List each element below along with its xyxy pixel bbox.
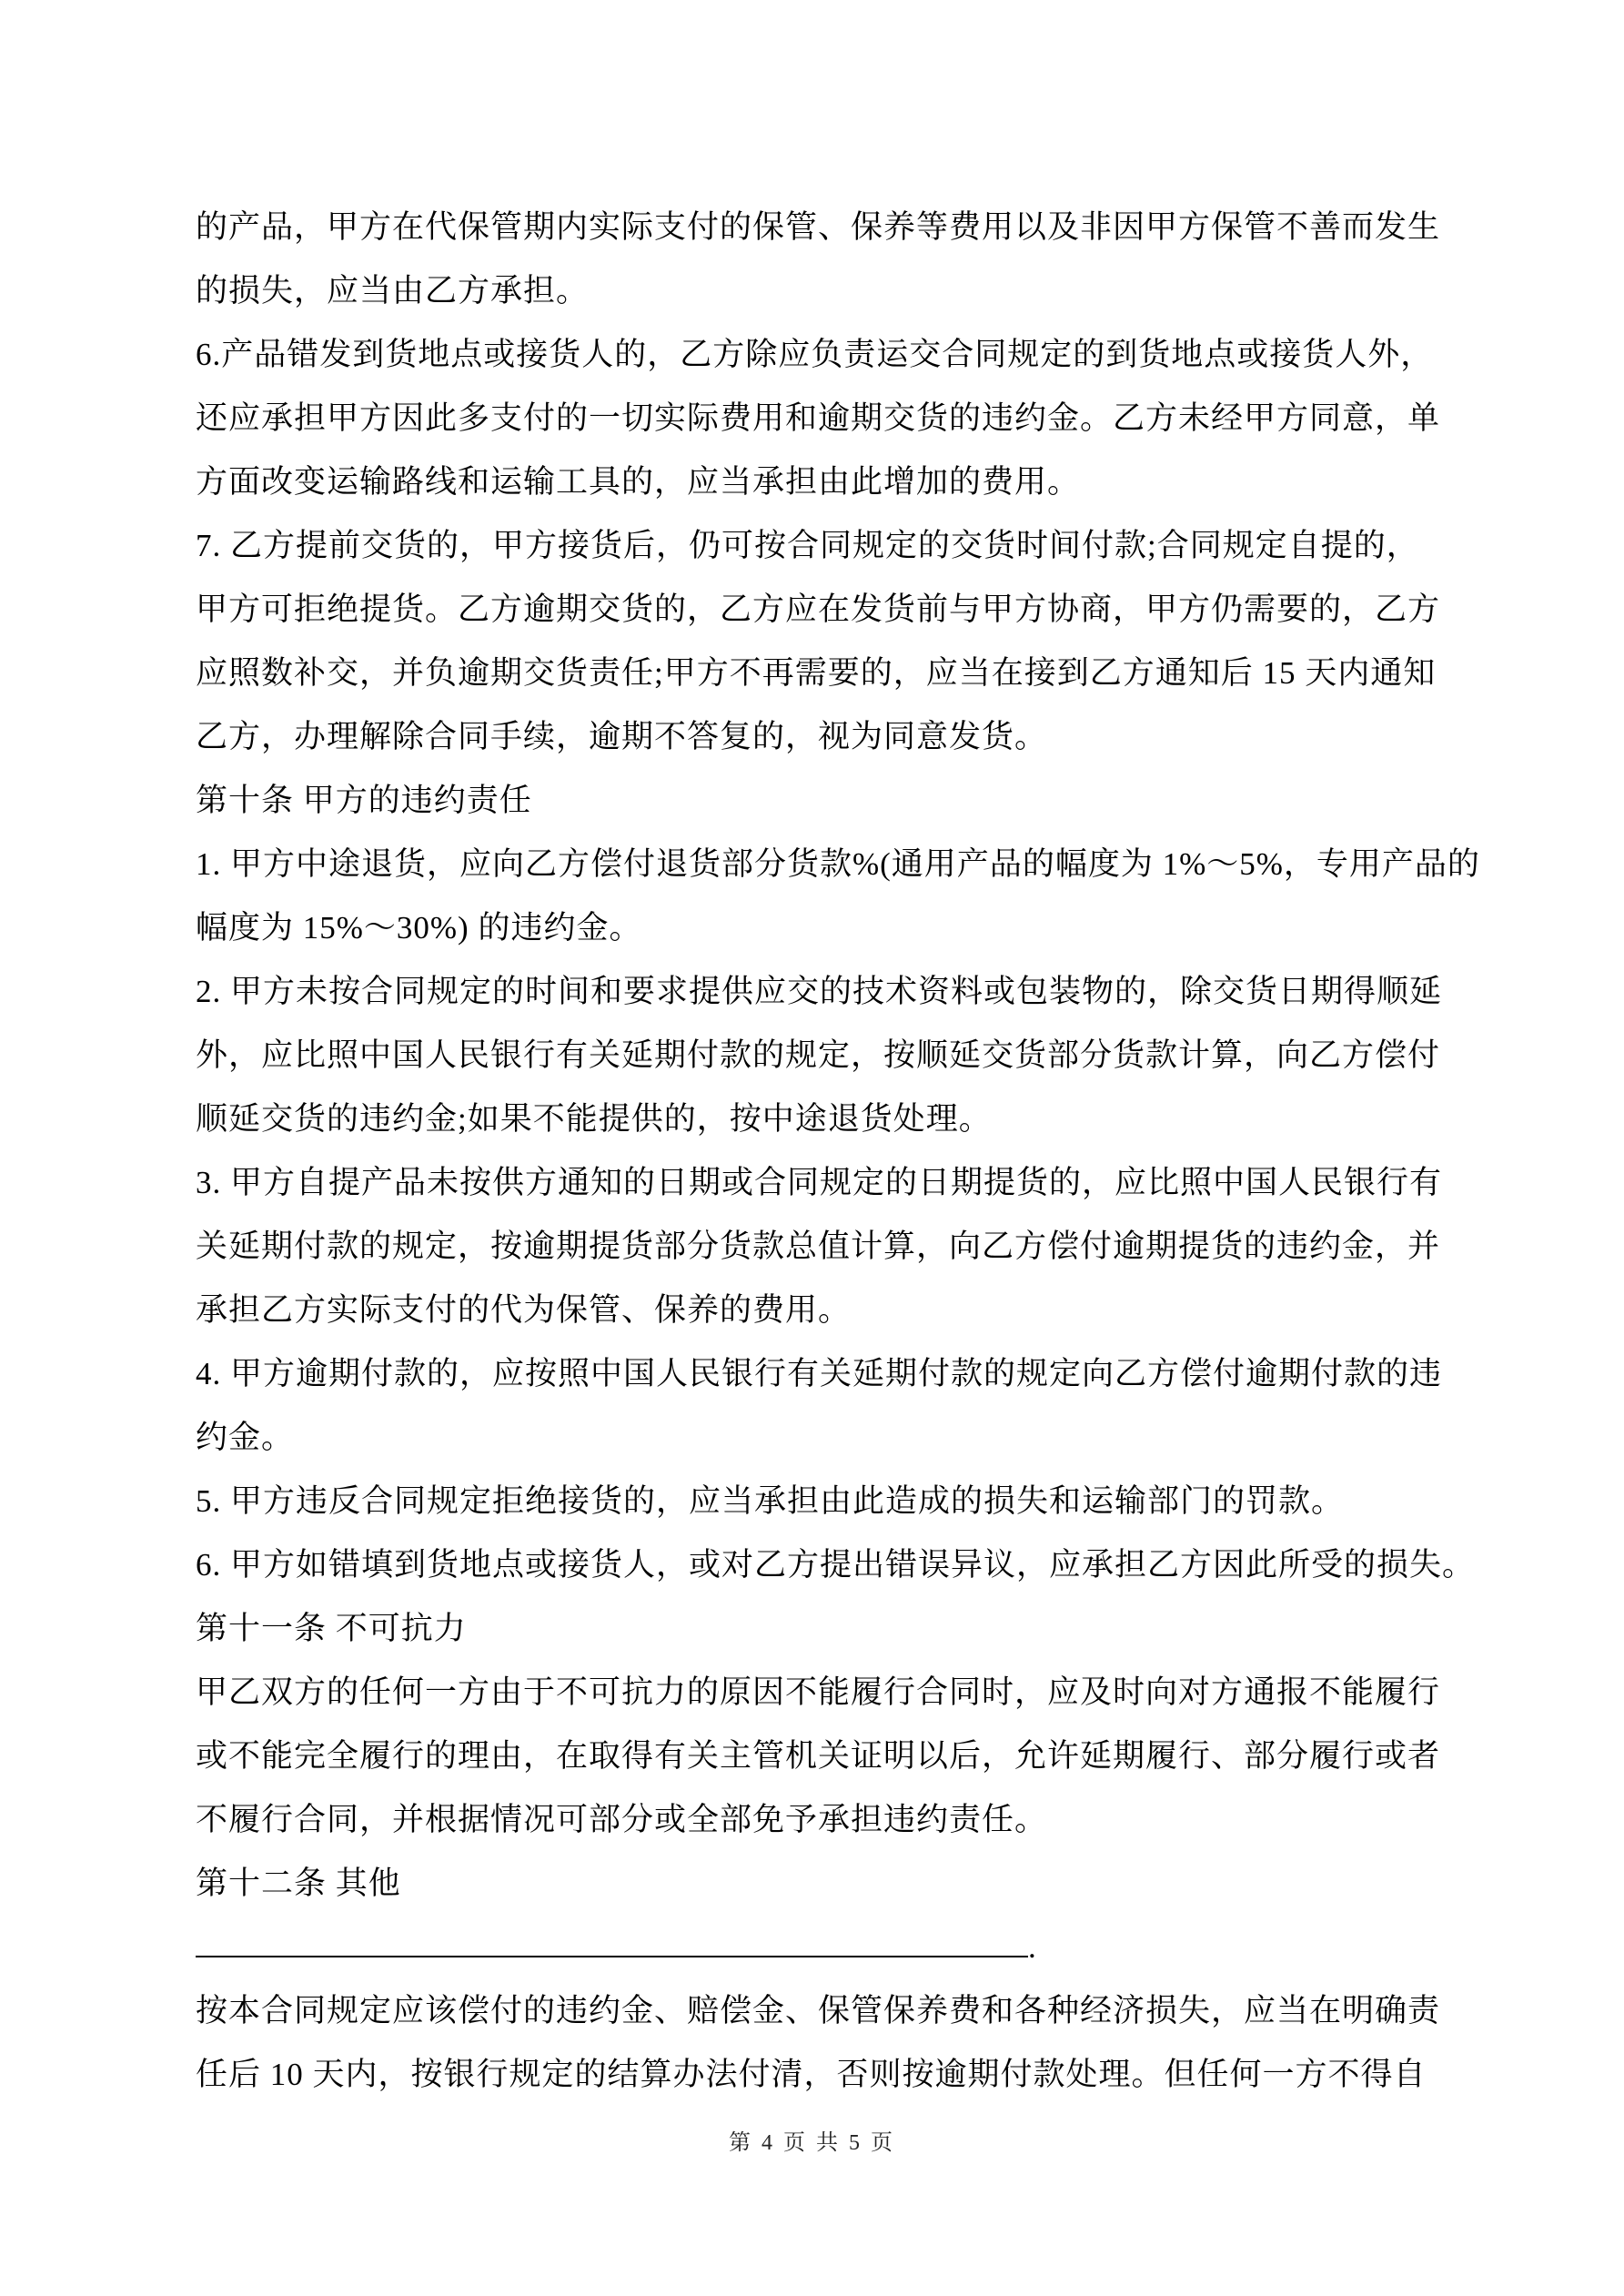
text-line: 关延期付款的规定，按逾期提货部分货款总值计算，向乙方偿付逾期提货的违约金，并 (196, 1229, 1441, 1264)
section-heading: 第十条 甲方的违约责任 (196, 783, 532, 818)
text-line: 的产品，甲方在代保管期内实际支付的保管、保养等费用以及非因甲方保管不善而发生 (196, 209, 1441, 245)
text-line: 3. 甲方自提产品未按供方通知的日期或合同规定的日期提货的，应比照中国人民银行有 (196, 1165, 1443, 1200)
text-line: 6.产品错发到货地点或接货人的，乙方除应负责运交合同规定的到货地点或接货人外， (196, 337, 1434, 372)
text-line: 外，应比照中国人民银行有关延期付款的规定，按顺延交货部分货款计算，向乙方偿付 (196, 1037, 1441, 1073)
text-line: 幅度为 15%～30%) 的违约金。 (196, 910, 642, 946)
text-line: 不履行合同，并根据情况可部分或全部免予承担违约责任。 (196, 1802, 1048, 1837)
text-line: 约金。 (196, 1420, 295, 1455)
text-line: 乙方，办理解除合同手续，逾期不答复的，视为同意发货。 (196, 719, 1048, 754)
text-line: 4. 甲方逾期付款的，应按照中国人民银行有关延期付款的规定向乙方偿付逾期付款的违 (196, 1356, 1443, 1391)
text-line: 顺延交货的违约金;如果不能提供的，按中途退货处理。 (196, 1101, 992, 1137)
section-heading: 第十一条 不可抗力 (196, 1611, 467, 1646)
text-line: 2. 甲方未按合同规定的时间和要求提供应交的技术资料或包装物的，除交货日期得顺延 (196, 974, 1443, 1009)
text-line: 5. 甲方违反合同规定拒绝接货的，应当承担由此造成的损失和运输部门的罚款。 (196, 1483, 1345, 1519)
section-heading: 第十二条 其他 (196, 1866, 401, 1901)
text-line: 方面改变运输路线和运输工具的，应当承担由此增加的费用。 (196, 464, 1081, 500)
text-line: 1. 甲方中途退货，应向乙方偿付退货部分货款%(通用产品的幅度为 1%～5%，专用产品的 (196, 846, 1480, 882)
blank-underline-line: . (196, 1916, 1533, 1979)
text-line: 甲方可拒绝提货。乙方逾期交货的，乙方应在发货前与甲方协商，甲方仍需要的，乙方 (196, 592, 1441, 627)
text-line: 还应承担甲方因此多支付的一切实际费用和逾期交货的违约金。乙方未经甲方同意，单 (196, 400, 1441, 436)
page-footer: 第 4 页 共 5 页 (729, 2131, 895, 2155)
text-line: 7. 乙方提前交货的，甲方接货后，仍可按合同规定的交货时间付款;合同规定自提的， (196, 528, 1419, 563)
text-line: 应照数补交，并负逾期交货责任;甲方不再需要的，应当在接到乙方通知后 15 天内通知 (196, 655, 1437, 691)
text-line: 承担乙方实际支付的代为保管、保养的费用。 (196, 1292, 852, 1328)
blank-underline (196, 1919, 1028, 1957)
contract-body (196, 196, 1533, 2107)
text-line: 任后 10 天内，按银行规定的结算办法付清，否则按逾期付款处理。但任何一方不得自 (196, 2057, 1427, 2092)
text-line: 或不能完全履行的理由，在取得有关主管机关证明以后，允许延期履行、部分履行或者 (196, 1738, 1441, 1774)
text-line: 6. 甲方如错填到货地点或接货人，或对乙方提出错误异议，应承担乙方因此所受的损失。 (196, 1547, 1476, 1583)
text-line: 按本合同规定应该偿付的违约金、赔偿金、保管保养费和各种经济损失，应当在明确责 (196, 1993, 1441, 2028)
text-line: 的损失，应当由乙方承担。 (196, 273, 590, 308)
text-line: 甲乙双方的任何一方由于不可抗力的原因不能履行合同时，应及时向对方通报不能履行 (196, 1674, 1441, 1710)
